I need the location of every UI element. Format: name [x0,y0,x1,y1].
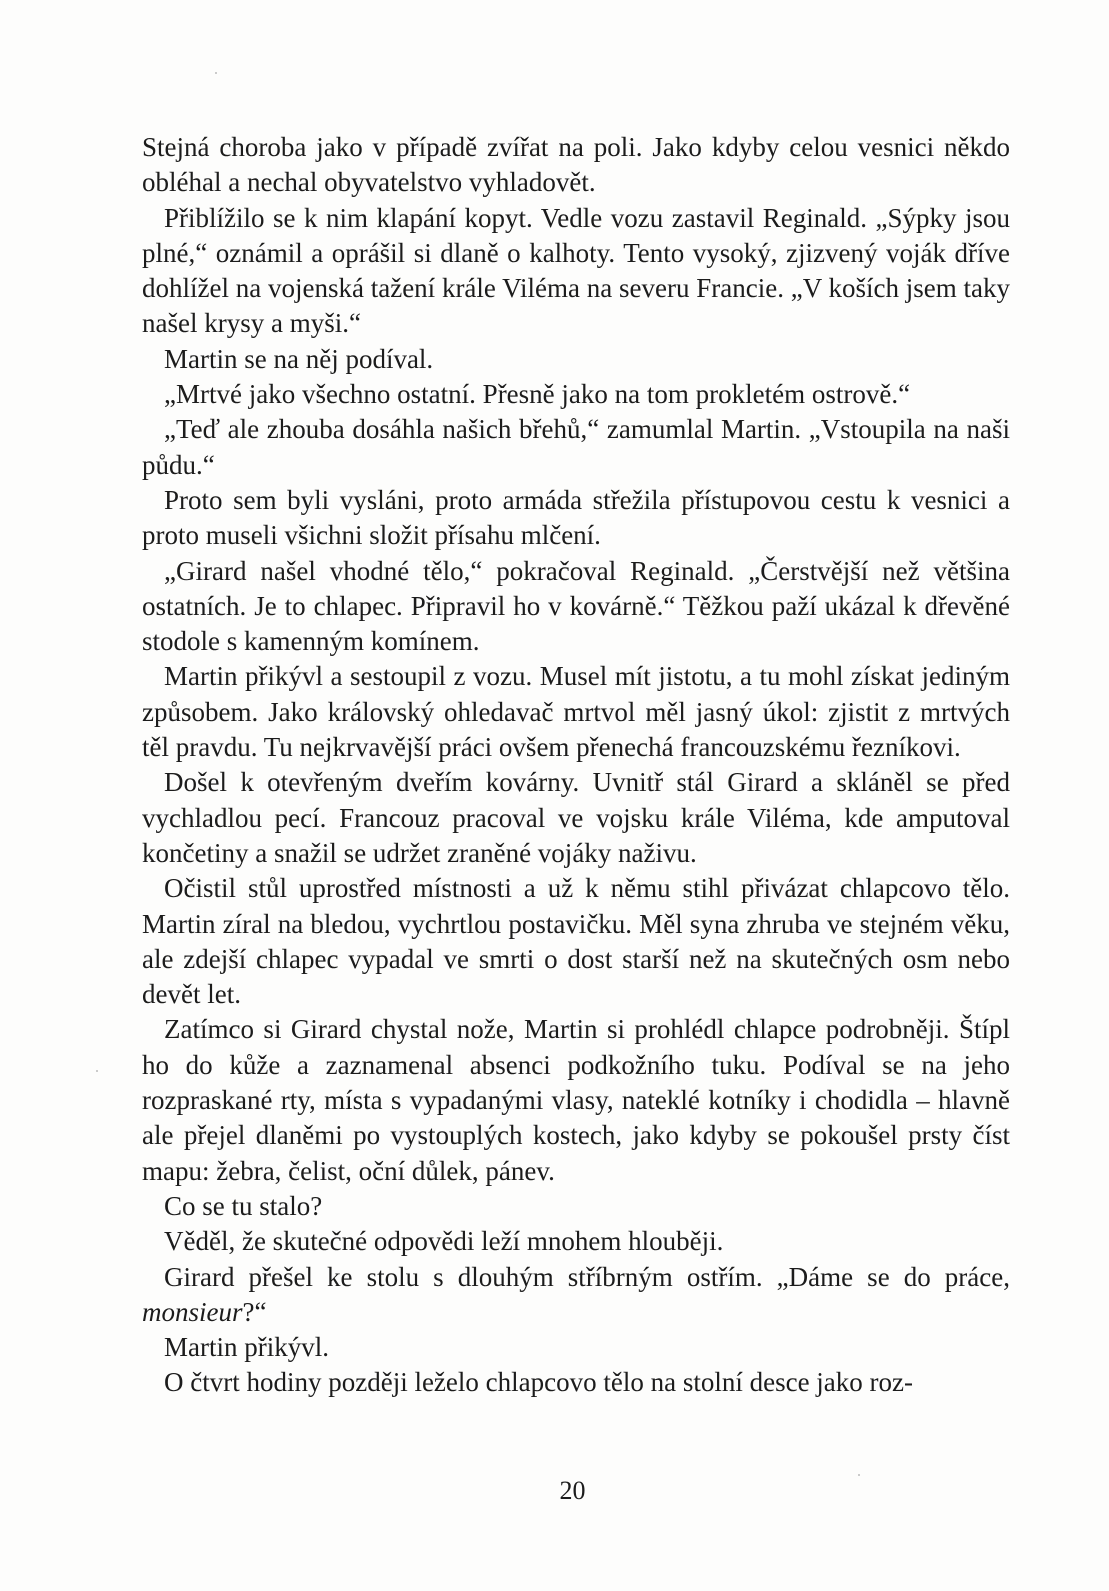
scan-speck [96,1070,98,1072]
paragraph-3: Martin se na něj podíval. [164,343,434,374]
paragraph-9: Došel k otevřeným dveřím kovárny. Uvnitř stál Girard a skláněl se před vychladlou pecí. Francouz pracoval ve vojsku krále Viléma, kde amputoval končetiny a snažil se udržet zraněné vojáky naživu. [142,767,1010,868]
paragraph-14-text-end: ?“ [242,1296,267,1327]
paragraph-1: Stejná choroba jako v případě zvířat na poli. Jako kdyby celou vesnici někdo obléhal a nechal obyvatelstvo vyhladovět. [142,132,1010,198]
paragraph-2: Přiblížilo se k nim klapání kopyt. Vedle vozu zastavil Reginald. „Sýpky jsou plné,“ oznámil a oprášil si dlaně o kalhoty. Tento vysoký, zjizvený voják dříve dohlížel na vojenská tažení krále Viléma na severu Francie. „V koších jsem taky našel krysy a myši.“ [142,202,1010,339]
paragraph-14 [142,1260,1010,1331]
paragraph-8: Martin přikývl a sestoupil z vozu. Musel mít jistotu, a tu mohl získat jediným způsobem. Jako královský ohledavač mrtvol měl jasný úkol: zjistit z mrtvých těl pravdu. Tu nejkrvavější práci ovšem přenechá francouzskému řezníkovi. [142,661,1010,763]
paragraph-10: Očistil stůl uprostřed místnosti a už k němu stihl přivázat chlapcovo tělo. Martin zíral na bledou, vychrtlou postavičku. Měl syna zhruba ve stejném věku, ale zdejší chlapec vypadal ve smrti o dost starší než na skutečných osm nebo devět let. [142,873,1010,1010]
paragraph-6: Proto sem byli vysláni, proto armáda střežila přístupovou cestu k vesnici a proto museli všichni složit přísahu mlčení. [142,484,1010,551]
page-number: 20 [559,1476,586,1505]
paragraph-16: O čtvrt hodiny později leželo chlapcovo tělo na stolní desce jako roz- [164,1367,913,1398]
paragraph-14-emphasis: monsieur [142,1296,243,1327]
paragraph-15: Martin přikývl. [164,1332,329,1363]
body-text [142,130,1010,1401]
paragraph-14-text: Girard přešel ke stolu s dlouhým stříbrným ostřím. „Dáme se do práce, [164,1261,1010,1292]
paragraph-12: Co se tu stalo? [164,1190,323,1221]
paragraph-7: „Girard našel vhodné tělo,“ pokračoval Reginald. „Čerstvější než většina ostatních. Je to chlapec. Připravil ho v kovárně.“ Těžkou paží ukázal k dřevěné stodole s kamenným komínem. [142,555,1010,657]
scan-speck [858,1474,860,1476]
paragraph-4: „Mrtvé jako všechno ostatní. Přesně jako na tom prokletém ostrově.“ [164,379,911,410]
paragraph-5: „Teď ale zhouba dosáhla našich břehů,“ zamumlal Martin. „Vstoupila na naši půdu.“ [142,414,1010,480]
paragraph-11: Zatímco si Girard chystal nože, Martin si prohlédl chlapce podrobněji. Štípl ho do kůže a zaznamenal absenci podkožního tuku. Podíval se na jeho rozpraskané rty, místa s vypadanými vlasy, nateklé kotníky i chodidla – hlavně ale přejel dlaněmi po vystouplých kostech, jako kdyby se pokoušel prsty číst mapu: žebra, čelist, oční důlek, pánev. [142,1014,1010,1186]
paragraph-13: Věděl, že skutečné odpovědi leží mnohem hlouběji. [164,1226,724,1257]
scan-speck [215,72,217,74]
